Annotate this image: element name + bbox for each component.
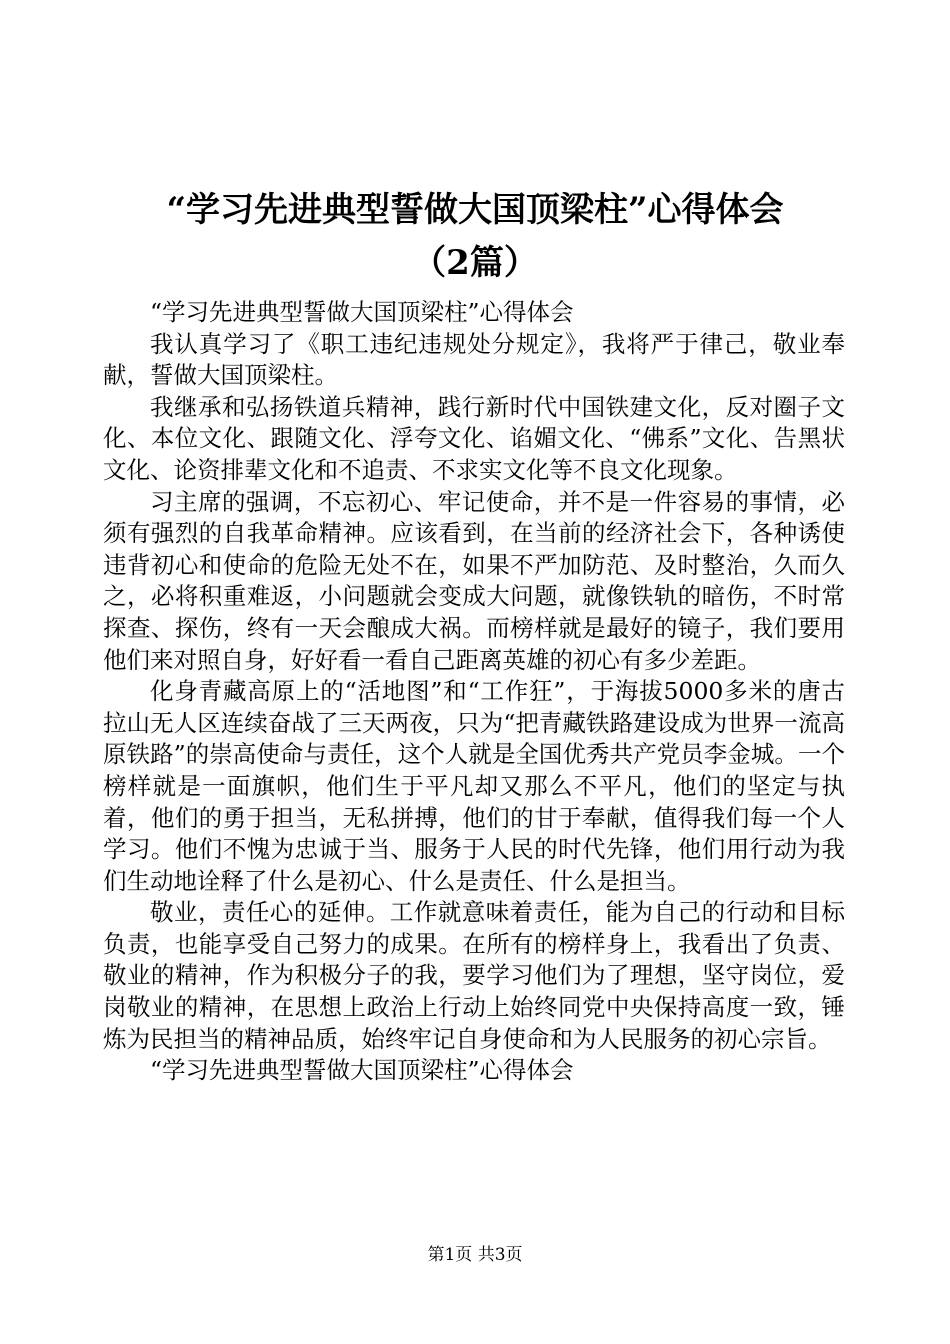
document-body [103, 297, 845, 1087]
paragraph: 习主席的强调，不忘初心、牢记使命，并不是一件容易的事情，必须有强烈的自我革命精神。应该看到，在当前的经济社会下，各种诱使违背初心和使命的危险无处不在，如果不严加防范、及时整治，久而久之，必将积重难返，小问题就会变成大问题，就像铁轨的暗伤，不时常探查、探伤，终有一天会酿成大祸。而榜样就是最好的镜子，我们要用他们来对照自身，好好看一看自己距离英雄的初心有多少差距。 [103, 487, 845, 674]
paragraph: 敬业，责任心的延伸。工作就意味着责任，能为自己的行动和目标负责，也能享受自己努力的成果。在所有的榜样身上，我看出了负责、敬业的精神，作为积极分子的我，要学习他们为了理想，坚守岗位，爱岗敬业的精神，在思想上政治上行动上始终同党中央保持高度一致，锤炼为民担当的精神品质，始终牢记自身使命和为人民服务的初心宗旨。 [103, 898, 845, 1053]
paragraph: 化身青藏高原上的“活地图”和“工作狂”，于海拔5000多米的唐古拉山无人区连续奋战了三天两夜，只为“把青藏铁路建设成为世界一流高原铁路”的崇高使命与责任，这个人就是全国优秀共产党员李金城。一个榜样就是一面旗帜，他们生于平凡却又那么不平凡，他们的坚定与执着，他们的勇于担当，无私拼搏，他们的甘于奉献，值得我们每一个人学习。他们不愧为忠诚于当、服务于人民的时代先锋，他们用行动为我们生动地诠释了什么是初心、什么是责任、什么是担当。 [103, 677, 845, 895]
paragraph: 我继承和弘扬铁道兵精神，践行新时代中国铁建文化，反对圈子文化、本位文化、跟随文化、浮夸文化、谄媚文化、“佛系”文化、告黑状文化、论资排辈文化和不追责、不求实文化等不良文化现象。 [103, 392, 845, 484]
document-title-subtitle: （2篇） [412, 243, 538, 283]
paragraph: 我认真学习了《职工违纪违规处分规定》，我将严于律己，敬业奉献，誓做大国顶梁柱。 [103, 329, 845, 390]
document-title: “学习先进典型誓做大国顶梁柱”心得体会 [166, 190, 784, 230]
page-number-footer: 第1页 共3页 [427, 1245, 523, 1265]
paragraph-heading: “学习先进典型誓做大国顶梁柱”心得体会 [150, 298, 574, 326]
paragraph-heading: “学习先进典型誓做大国顶梁柱”心得体会 [150, 1056, 574, 1085]
